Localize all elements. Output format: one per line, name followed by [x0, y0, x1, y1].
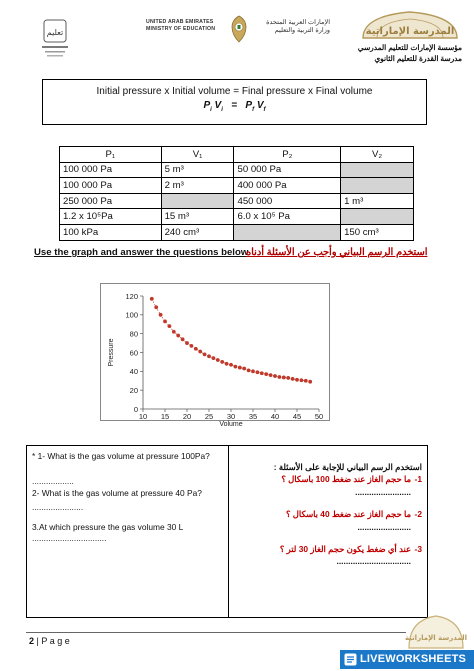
formula-text: Initial pressure x Initial volume = Final pressure x Final volume: [96, 86, 373, 97]
data-point: [238, 366, 242, 370]
answer-line-2-ar[interactable]: .......................: [357, 522, 411, 532]
cell-p1: 250 000 Pa: [60, 193, 162, 209]
table-row: [60, 224, 414, 240]
data-point: [256, 370, 260, 374]
y-tick-label: 0: [133, 404, 138, 414]
data-point: [190, 344, 194, 348]
instruction-ar: استخدم الرسم البياني وأجب عن الأسئلة أدناه: [246, 247, 428, 258]
pressure-volume-chart: [100, 283, 330, 428]
y-axis-label: Pressure: [108, 338, 115, 367]
header-p1: P₁: [60, 147, 162, 163]
question-3-en: 3.At which pressure the gas volume 30 L: [32, 522, 184, 532]
data-point: [194, 347, 198, 351]
data-point: [264, 372, 268, 376]
formula-symbols: $P_i$ $V_i = P_f$ $V_f$: [203, 100, 266, 113]
emirati-school-logo: [355, 8, 465, 40]
page-number: 2 | P a g e: [29, 636, 70, 646]
answer-line-3-ar[interactable]: ................................: [336, 556, 411, 566]
header-v2: V₂: [341, 147, 414, 163]
cell-v1: 5 m³: [161, 162, 234, 178]
data-point: [163, 320, 167, 324]
taaleem-logo: [40, 18, 70, 60]
data-point: [172, 330, 176, 334]
table-row: [60, 209, 414, 225]
x-tick-label: 25: [204, 412, 214, 421]
data-point: [242, 367, 246, 371]
x-tick-label: 35: [248, 412, 258, 421]
liveworksheets-brand: LIVEWORKSHEETS: [360, 653, 467, 665]
data-point: [225, 362, 229, 366]
cell-p1: 100 000 Pa: [60, 162, 162, 178]
cell-p2: 50 000 Pa: [234, 162, 341, 178]
question-1-en: * 1- What is the gas volume at pressure 100Pa?: [32, 451, 210, 461]
svg-text:المدرسة الإماراتية: المدرسة الإماراتية: [404, 634, 468, 642]
answer-cell-v2[interactable]: [341, 162, 414, 178]
data-point: [203, 352, 207, 356]
data-point: [278, 375, 282, 379]
data-point: [308, 380, 312, 384]
cell-p2: 450 000: [234, 193, 341, 209]
instruction-en: Use the graph and answer the questions below: [34, 247, 249, 258]
x-tick-label: 30: [226, 412, 236, 421]
moe-name-ar: الإمارات العربية المتحدة وزارة التربية والتعليم: [266, 19, 330, 34]
cell-v1: 2 m³: [161, 178, 234, 194]
uae-emblem-icon: [228, 14, 250, 44]
data-point: [234, 365, 238, 369]
cell-p1: 1.2 x 10⁵Pa: [60, 209, 162, 225]
data-point: [154, 305, 158, 309]
svg-text:تعليم: تعليم: [46, 28, 64, 37]
header-v1: V₁: [161, 147, 234, 163]
data-point: [212, 356, 216, 360]
x-axis-label: Volume: [219, 421, 243, 428]
data-point: [273, 374, 277, 378]
x-tick-label: 50: [314, 412, 324, 421]
data-point: [247, 368, 251, 372]
data-point: [181, 337, 185, 341]
chart-svg: [101, 284, 331, 428]
question-2-number: 2-: [414, 509, 422, 519]
answer-line-1-en[interactable]: ..................: [32, 476, 74, 486]
data-point: [300, 378, 304, 382]
data-point: [220, 360, 224, 364]
data-point: [198, 350, 202, 354]
x-tick-label: 10: [138, 412, 148, 421]
y-tick-label: 80: [129, 329, 138, 339]
cell-v1: 240 cm³: [161, 224, 234, 240]
answer-line-2-en[interactable]: ......................: [32, 502, 84, 512]
cell-v1: 15 m³: [161, 209, 234, 225]
svg-text:المدرسة الإماراتية: المدرسة الإماراتية: [365, 26, 455, 37]
y-tick-label: 60: [129, 348, 138, 358]
question-1-ar: ما حجم الغاز عند ضغط 100 باسكال ؟: [281, 474, 411, 484]
data-point: [282, 376, 286, 380]
data-point: [251, 369, 255, 373]
data-point: [229, 363, 233, 367]
x-tick-label: 45: [292, 412, 302, 421]
data-point: [168, 324, 172, 328]
cell-p2: 6.0 x 10⁵ Pa: [234, 209, 341, 225]
column-divider: [228, 446, 229, 617]
question-3-number: 3-: [414, 544, 422, 554]
y-tick-label: 100: [125, 310, 138, 320]
series-line: [152, 299, 310, 382]
question-1-number: 1-: [414, 474, 422, 484]
cell-p2: 400 000 Pa: [234, 178, 341, 194]
data-point: [304, 379, 308, 383]
cell-p1: 100 000 Pa: [60, 178, 162, 194]
x-tick-label: 15: [160, 412, 170, 421]
data-point: [176, 334, 180, 338]
table-row: [60, 162, 414, 178]
y-tick-label: 20: [129, 385, 138, 395]
y-tick-label: 120: [125, 291, 138, 301]
questions-intro-ar: استخدم الرسم البياني للإجابة على الأسئلة :: [273, 462, 422, 472]
data-point: [216, 358, 220, 362]
boyles-law-formula-box: [42, 79, 427, 125]
data-point: [207, 354, 211, 358]
data-point: [295, 378, 299, 382]
data-point: [286, 376, 290, 380]
answer-cell-v2[interactable]: [341, 209, 414, 225]
data-point: [291, 377, 295, 381]
answer-line-3-en[interactable]: ................................: [32, 533, 107, 543]
x-tick-label: 40: [270, 412, 280, 421]
moe-name-en: UNITED ARAB EMIRATES MINISTRY OF EDUCATION: [146, 19, 216, 32]
data-point: [150, 297, 154, 301]
header-p2: P₂: [234, 147, 341, 163]
school-name-ar: مؤسسة الإمارات للتعليم المدرسي مدرسة القدرة للتعليم الثانوي: [357, 43, 462, 63]
data-point: [185, 341, 189, 345]
cell-v2: 1 m³: [341, 193, 414, 209]
question-2-ar: ما حجم الغاز عند ضغط 40 باسكال ؟: [286, 509, 411, 519]
data-point: [269, 373, 273, 377]
x-tick-label: 20: [182, 412, 192, 421]
data-point: [159, 313, 163, 317]
table-header-row: [60, 147, 414, 163]
footer-divider: [26, 632, 406, 633]
table-row: [60, 193, 414, 209]
data-point: [260, 371, 264, 375]
question-2-en: 2- What is the gas volume at pressure 40 Pa?: [32, 488, 202, 498]
answer-cell-p2[interactable]: [234, 224, 341, 240]
table-row: [60, 178, 414, 194]
footer-school-logo: [405, 612, 467, 650]
liveworksheets-banner[interactable]: [340, 650, 474, 669]
answer-cell-v2[interactable]: [341, 178, 414, 194]
y-tick-label: 40: [129, 367, 138, 377]
question-3-ar: عند أي ضغط يكون حجم الغاز 30 لتر ؟: [279, 544, 411, 554]
pressure-volume-table: [59, 146, 414, 241]
cell-p1: 100 kPa: [60, 224, 162, 240]
questions-box: [26, 445, 428, 618]
liveworksheets-logo-icon: [344, 653, 357, 666]
answer-line-1-ar[interactable]: ........................: [355, 487, 411, 497]
answer-cell-v1[interactable]: [161, 193, 234, 209]
cell-v2: 150 cm³: [341, 224, 414, 240]
page-header: [0, 0, 474, 75]
